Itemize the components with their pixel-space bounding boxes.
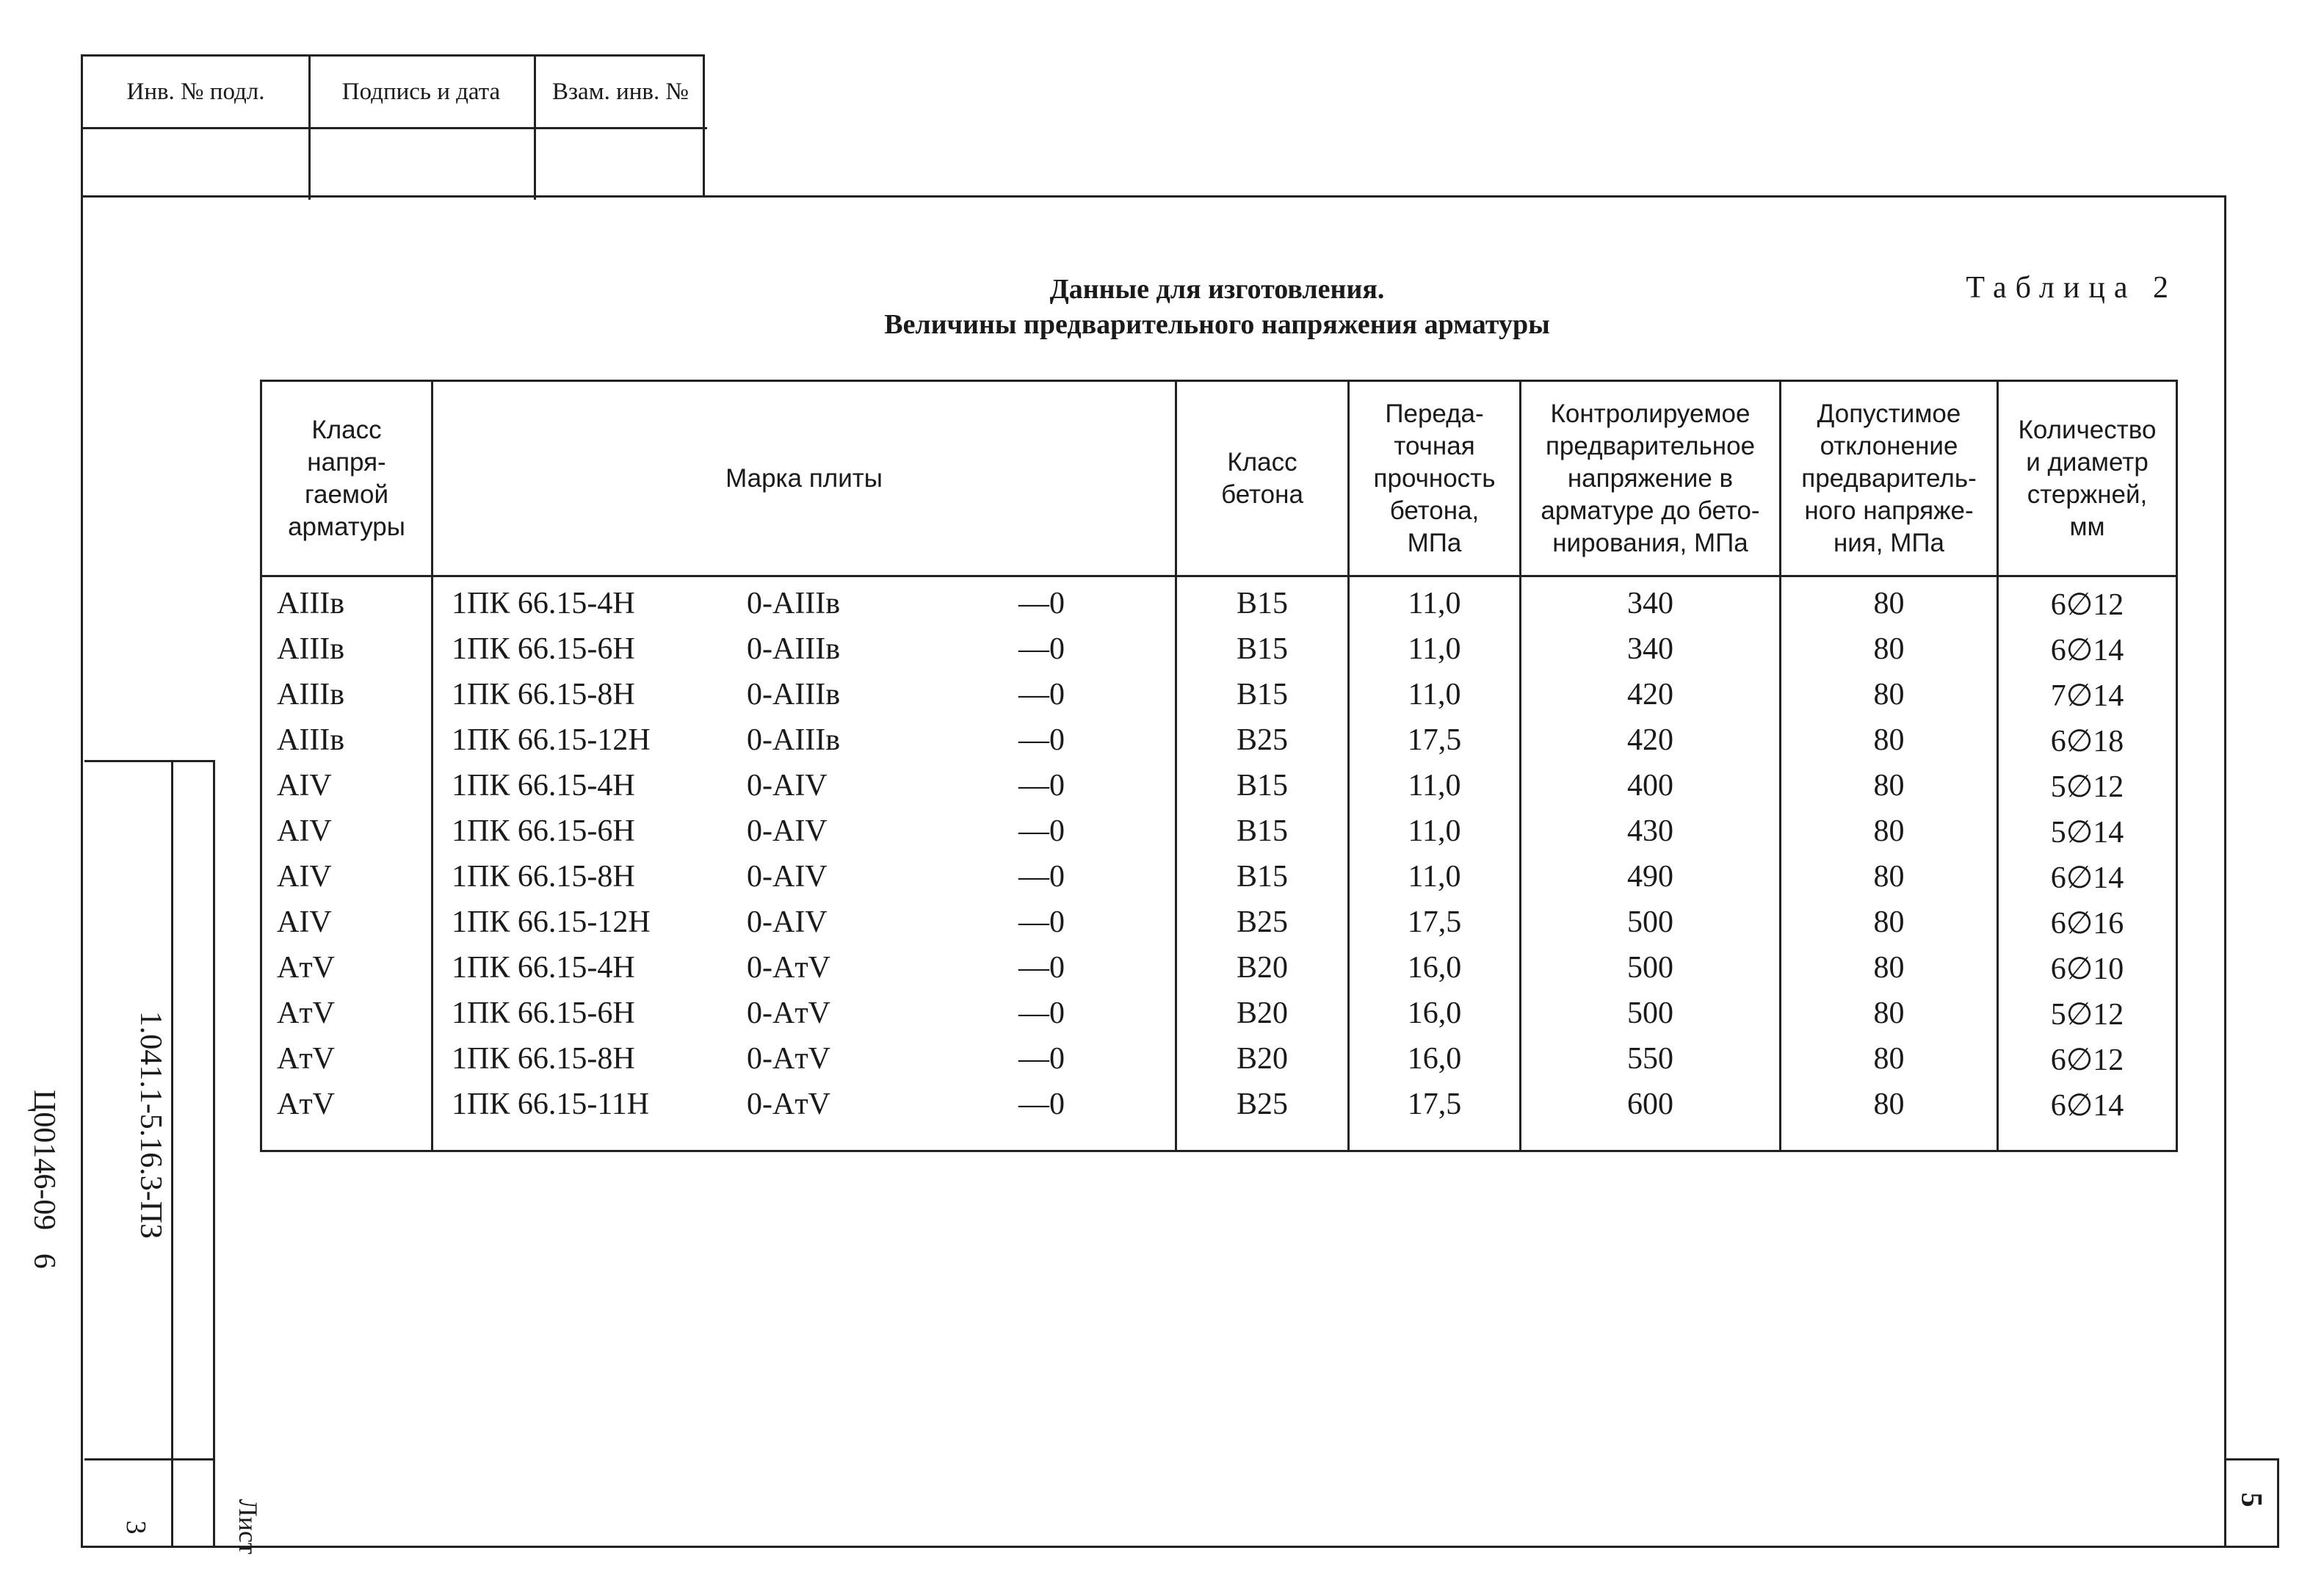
stamp-vzam-inv: Взам. инв. № <box>552 78 689 105</box>
table-cell-bars: 6∅10 <box>2050 952 2124 986</box>
table-cell-mark: 1ПК 66.15-6Н <box>452 632 635 666</box>
table-cell-code: 0-AтV <box>747 951 831 985</box>
table-cell-suffix: —0 <box>1018 996 1065 1030</box>
table-cell-cls: AIIIв <box>277 587 345 620</box>
table-cell-mark: 1ПК 66.15-8Н <box>452 1042 635 1076</box>
table-cell-strength: 11,0 <box>1408 587 1461 620</box>
table-cell-mark: 1ПК 66.15-6Н <box>452 814 635 848</box>
table-cell-beton: B20 <box>1236 951 1288 985</box>
header-line: отклонение <box>1820 431 1958 460</box>
table-cell-suffix: —0 <box>1018 769 1065 803</box>
table-cell-dev: 80 <box>1873 632 1905 666</box>
table-cell-beton: B15 <box>1236 632 1288 666</box>
strip-divider <box>171 762 173 1546</box>
table-cell-stress: 430 <box>1627 814 1673 848</box>
table-cell-beton: B15 <box>1236 678 1288 712</box>
table-cell-cls: AIIIв <box>277 723 345 757</box>
header-line: гаемой <box>304 479 388 509</box>
table-cell-strength: 11,0 <box>1408 814 1461 848</box>
header-line: Марка плиты <box>725 463 883 493</box>
table-cell-stress: 500 <box>1627 905 1673 939</box>
header-marka-plity <box>433 382 1175 575</box>
table-cell-code: 0-AIIIв <box>747 723 841 757</box>
sheet-number: 3 <box>120 1520 151 1535</box>
table-cell-code: 0-AIIIв <box>747 632 841 666</box>
sheet-label: Лист <box>234 1499 263 1554</box>
table-cell-mark: 1ПК 66.15-8Н <box>452 678 635 712</box>
stamp-inv-podl-value <box>83 127 311 200</box>
table-cell-strength: 17,5 <box>1407 905 1462 939</box>
table-cell-bars: 5∅14 <box>2050 816 2124 850</box>
table-cell-stress: 500 <box>1627 996 1673 1030</box>
document-code: 1.041.1-5.16.3-ПЗ <box>134 1010 167 1239</box>
table-cell-strength: 11,0 <box>1408 632 1461 666</box>
table-cell-bars: 6∅14 <box>2050 1089 2124 1123</box>
header-line: Класс <box>311 415 382 444</box>
table-cell-suffix: —0 <box>1018 1042 1065 1076</box>
table-cell-suffix: —0 <box>1018 860 1065 894</box>
table-cell-strength: 16,0 <box>1407 1042 1462 1076</box>
table-cell-cls: AтV <box>277 1042 336 1076</box>
table-cell-strength: 17,5 <box>1407 723 1462 757</box>
table-cell-dev: 80 <box>1873 951 1905 985</box>
table-cell-strength: 11,0 <box>1408 860 1461 894</box>
header-line: Допустимое <box>1817 399 1961 428</box>
table-cell-suffix: —0 <box>1018 678 1065 712</box>
approval-stamp <box>81 54 705 195</box>
table-cell-dev: 80 <box>1873 814 1905 848</box>
table-cell-strength: 16,0 <box>1407 951 1462 985</box>
table-cell-mark: 1ПК 66.15-4Н <box>452 587 635 620</box>
table-title-line1: Данные для изготовления. <box>1049 274 1385 305</box>
table-cell-suffix: —0 <box>1018 632 1065 666</box>
table-cell-stress: 340 <box>1627 632 1673 666</box>
table-cell-mark: 1ПК 66.15-4Н <box>452 951 635 985</box>
table-cell-mark: 1ПК 66.15-11Н <box>452 1087 650 1121</box>
table-cell-cls: AIIIв <box>277 678 345 712</box>
table-cell-dev: 80 <box>1873 1042 1905 1076</box>
archive-code-text: Ц00146-09 <box>27 1090 61 1231</box>
table-cell-suffix: —0 <box>1018 951 1065 985</box>
table-cell-code: 0-AIV <box>747 814 828 848</box>
table-cell-beton: B25 <box>1236 905 1288 939</box>
header-line: Количество <box>2018 415 2157 444</box>
table-cell-mark: 1ПК 66.15-4Н <box>452 769 635 803</box>
table-cell-code: 0-AIV <box>747 905 828 939</box>
table-cell-bars: 6∅14 <box>2050 634 2124 667</box>
table-cell-stress: 550 <box>1627 1042 1673 1076</box>
header-line: предваритель- <box>1801 463 1977 493</box>
header-line: ния, МПа <box>1833 528 1945 557</box>
table-cell-mark: 1ПК 66.15-12Н <box>452 905 651 939</box>
header-line: прочность <box>1373 463 1496 493</box>
table-cell-code: 0-AIIIв <box>747 587 841 620</box>
table-cell-cls: AIV <box>277 860 332 894</box>
table-cell-strength: 11,0 <box>1408 678 1461 712</box>
margin-strip <box>84 760 263 1554</box>
header-line: нирования, МПа <box>1552 528 1748 557</box>
table-cell-dev: 80 <box>1873 769 1905 803</box>
table-cell-suffix: —0 <box>1018 723 1065 757</box>
table-label: Таблица 2 <box>1966 271 2177 305</box>
header-line: стержней, <box>2027 479 2148 509</box>
table-cell-beton: B15 <box>1236 769 1288 803</box>
table-cell-stress: 340 <box>1627 587 1673 620</box>
table-cell-cls: AтV <box>277 996 336 1030</box>
header-dopust-otklonenie <box>1781 382 1997 575</box>
header-line: напряжение в <box>1567 463 1734 493</box>
table-cell-bars: 7∅14 <box>2050 679 2124 713</box>
header-class-betona <box>1177 382 1347 575</box>
reinforcement-table <box>260 380 2178 1152</box>
table-cell-code: 0-AтV <box>747 1042 831 1076</box>
table-cell-suffix: —0 <box>1018 587 1065 620</box>
stamp-podpis-data-value <box>308 127 536 200</box>
header-line: мм <box>2069 512 2105 541</box>
stamp-vzam-inv-value <box>534 127 707 200</box>
table-cell-beton: B15 <box>1236 814 1288 848</box>
header-line: Контролируемое <box>1550 399 1751 428</box>
table-cell-mark: 1ПК 66.15-6Н <box>452 996 635 1030</box>
header-divider <box>262 575 2176 577</box>
header-kolichestvo-diametr <box>1999 382 2176 575</box>
table-cell-beton: B20 <box>1236 996 1288 1030</box>
table-cell-cls: AIV <box>277 814 332 848</box>
table-cell-stress: 500 <box>1627 951 1673 985</box>
header-line: точная <box>1394 431 1475 460</box>
table-cell-strength: 11,0 <box>1408 769 1461 803</box>
table-cell-dev: 80 <box>1873 678 1905 712</box>
table-cell-bars: 6∅18 <box>2050 725 2124 759</box>
header-peredat-prochnost <box>1350 382 1519 575</box>
table-cell-bars: 6∅14 <box>2050 861 2124 895</box>
table-cell-suffix: —0 <box>1018 814 1065 848</box>
table-cell-stress: 400 <box>1627 769 1673 803</box>
table-cell-bars: 6∅16 <box>2050 907 2124 941</box>
header-line: предварительное <box>1545 431 1756 460</box>
header-line: Класс <box>1227 447 1297 477</box>
table-cell-bars: 6∅12 <box>2050 588 2124 622</box>
table-cell-beton: B25 <box>1236 1087 1288 1121</box>
table-cell-suffix: —0 <box>1018 1087 1065 1121</box>
archive-code-num: 6 <box>27 1253 61 1269</box>
table-cell-code: 0-AIV <box>747 769 828 803</box>
table-cell-bars: 5∅12 <box>2050 998 2124 1032</box>
table-cell-cls: AIV <box>277 905 332 939</box>
header-line: Переда- <box>1385 399 1484 428</box>
table-cell-bars: 5∅12 <box>2050 770 2124 804</box>
table-cell-beton: B15 <box>1236 587 1288 620</box>
table-cell-dev: 80 <box>1873 587 1905 620</box>
table-cell-code: 0-AтV <box>747 1087 831 1121</box>
table-cell-code: 0-AIIIв <box>747 678 841 712</box>
table-cell-code: 0-AIV <box>747 860 828 894</box>
table-cell-dev: 80 <box>1873 905 1905 939</box>
table-cell-bars: 6∅12 <box>2050 1043 2124 1077</box>
table-cell-beton: B20 <box>1236 1042 1288 1076</box>
table-cell-code: 0-AтV <box>747 996 831 1030</box>
table-cell-dev: 80 <box>1873 723 1905 757</box>
stamp-podpis-data: Подпись и дата <box>308 57 536 127</box>
page-number: 5 <box>2235 1492 2269 1507</box>
table-cell-strength: 16,0 <box>1407 996 1462 1030</box>
header-line: бетона <box>1221 479 1303 509</box>
table-cell-mark: 1ПК 66.15-12Н <box>452 723 651 757</box>
archive-code <box>26 1090 62 1281</box>
table-cell-mark: 1ПК 66.15-8Н <box>452 860 635 894</box>
page-number-box <box>2226 1458 2279 1548</box>
table-cell-beton: B15 <box>1236 860 1288 894</box>
header-class-armatury <box>262 382 431 575</box>
header-line: напря- <box>307 447 386 477</box>
table-cell-cls: AIIIв <box>277 632 345 666</box>
table-cell-strength: 17,5 <box>1407 1087 1462 1121</box>
table-title-line2: Величины предварительного напряжения арматуры <box>884 309 1550 340</box>
table-cell-beton: B25 <box>1236 723 1288 757</box>
header-kontrol-napryazhenie <box>1521 382 1779 575</box>
table-cell-cls: AтV <box>277 951 336 985</box>
table-cell-dev: 80 <box>1873 860 1905 894</box>
strip-sheet-divider <box>84 1458 213 1460</box>
stamp-inv-podl: Инв. № подл. <box>83 57 311 127</box>
table-cell-stress: 600 <box>1627 1087 1673 1121</box>
header-line: МПа <box>1407 528 1462 557</box>
header-line: бетона, <box>1389 496 1480 525</box>
header-line: ного напряже- <box>1804 496 1974 525</box>
table-cell-stress: 420 <box>1627 723 1673 757</box>
table-cell-stress: 420 <box>1627 678 1673 712</box>
table-cell-suffix: —0 <box>1018 905 1065 939</box>
table-cell-dev: 80 <box>1873 1087 1905 1121</box>
table-cell-dev: 80 <box>1873 996 1905 1030</box>
header-line: арматуре до бето- <box>1541 496 1760 525</box>
table-cell-stress: 490 <box>1627 860 1673 894</box>
header-line: арматуры <box>288 512 405 541</box>
header-line: и диаметр <box>2026 447 2149 477</box>
table-cell-cls: AтV <box>277 1087 336 1121</box>
table-cell-cls: AIV <box>277 769 332 803</box>
